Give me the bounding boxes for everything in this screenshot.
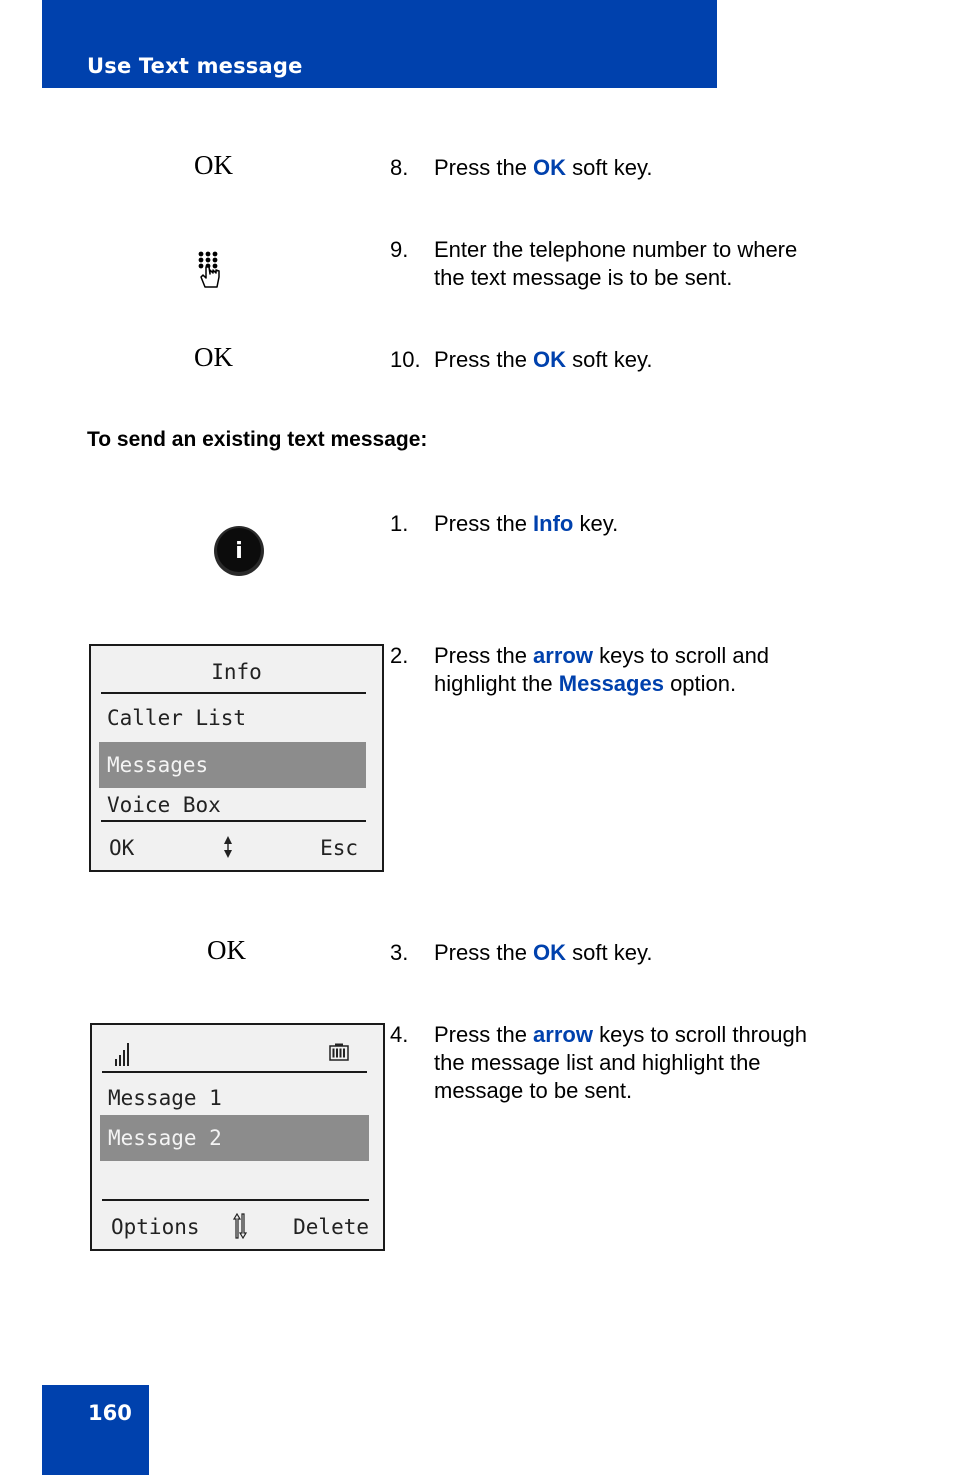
menu-item-messages[interactable]: Messages <box>99 742 366 788</box>
step-number: 9. <box>390 237 409 262</box>
divider <box>102 1071 367 1073</box>
divider <box>101 692 366 694</box>
info-key-icon <box>213 525 265 577</box>
scroll-arrows-icon <box>223 835 233 859</box>
message-item-selected[interactable]: Message 2 <box>100 1115 369 1161</box>
step-number: 8. <box>390 155 409 180</box>
key-name: Info <box>533 511 574 536</box>
divider <box>101 820 366 822</box>
ok-softkey-label: OK <box>194 150 233 180</box>
step-text: Enter the telephone number to where the text message is to be sent. <box>434 237 798 290</box>
step-number: 4. <box>390 1022 409 1047</box>
message-item[interactable]: Message 1 <box>108 1086 222 1110</box>
option-name: Messages <box>558 671 664 696</box>
key-name: arrow <box>533 643 593 668</box>
step-text: Press the OK soft key. <box>434 155 653 180</box>
page-number-box <box>42 1385 149 1475</box>
menu-item-caller-list[interactable]: Caller List <box>107 706 247 730</box>
phone-screen-messages <box>90 1023 385 1251</box>
step-text: Press the arrow keys to scroll through the message list and highlight the message to be sent. <box>434 1022 807 1103</box>
step-number: 2. <box>390 643 409 668</box>
step-text: Press the OK soft key. <box>434 940 653 965</box>
screen-title: Info <box>211 660 262 684</box>
section-heading: To send an existing text message: <box>87 428 428 451</box>
key-name: OK <box>533 155 567 180</box>
softkey-options[interactable]: Options <box>111 1215 200 1239</box>
ok-softkey-label: OK <box>207 935 246 965</box>
ok-softkey-label: OK <box>194 342 233 372</box>
key-name: arrow <box>533 1022 593 1047</box>
battery-icon <box>329 1043 349 1061</box>
step-number: 3. <box>390 940 409 965</box>
keypad-hand-icon <box>196 250 224 290</box>
step-text: Press the OK soft key. <box>434 347 653 372</box>
step-number: 1. <box>390 511 409 536</box>
softkey-delete[interactable]: Delete <box>293 1215 369 1239</box>
step-number: 10. <box>390 347 421 372</box>
step-text: Press the Info key. <box>434 511 619 536</box>
key-name: OK <box>533 347 567 372</box>
menu-item-voice-box[interactable]: Voice Box <box>107 793 221 817</box>
header-title: Use Text message <box>87 54 303 78</box>
page-number: 160 <box>88 1401 132 1425</box>
key-name: OK <box>533 940 567 965</box>
signal-strength-icon <box>114 1041 132 1067</box>
navigation-arrows-icon <box>232 1213 248 1239</box>
softkey-ok[interactable]: OK <box>109 836 135 860</box>
page-header <box>42 0 717 88</box>
step-text: Press the arrow keys to scroll and highlight the Messages option. <box>434 643 770 696</box>
softkey-esc[interactable]: Esc <box>320 836 358 860</box>
phone-screen-info <box>89 644 384 872</box>
svg-text:i: i <box>235 539 243 564</box>
divider <box>102 1199 369 1201</box>
